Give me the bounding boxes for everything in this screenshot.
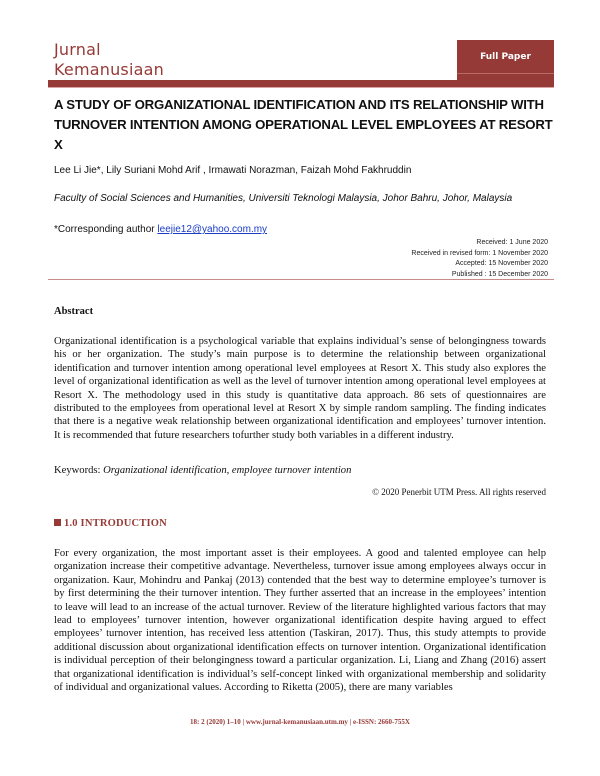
section-heading-introduction [54,518,167,529]
keywords [54,465,546,476]
abstract-heading: Abstract [54,306,94,317]
full-paper-badge [457,40,554,87]
corresponding-author [54,224,554,235]
date-published: Published : 15 December 2020 [451,270,548,278]
journal-name-line1: Jurnal [54,40,101,59]
author-list: Lee Li Jie*, Lily Suriani Mohd Arif , Irmawati Norazman, Faizah Mohd Fakhruddin [54,165,412,176]
dates-divider [48,279,554,280]
date-accepted: Accepted: 15 November 2020 [455,260,548,267]
affiliation: Faculty of Social Sciences and Humanities, Universiti Teknologi Malaysia, Johor Bahru, Johor, Malaysia [54,193,513,204]
full-paper-label: Full Paper [480,52,531,62]
header-rule-thin [48,87,554,88]
keywords-list: Organizational identification, employee turnover intention [103,465,352,476]
journal-name-line2: Kemanusiaan [54,60,164,79]
abstract-text: Organizational identification is a psychological variable that explains individual’s sense of belongingness towards his or her organization. The study’s main purpose is to determine the relationship between organizational identification and turnover intention among operational level employees at Resort X. This study also explores the level of organizational identification as well as the level of turnover intention among operational level employees at Resort X. The methodology used in this study is quantitative data approach. 86 sets of questionnaires are distributed to the employees from operational level at Resort X by simple random sampling. The finding indicates that there is a negative weak relationship between organizational identification and employees’ turnover intention. It is recommended that future researchers tofurther study both variables in a different industry. [54,336,546,441]
date-revised: Received in revised form: 1 November 2020 [411,249,548,257]
corresponding-label: *Corresponding author [54,224,158,235]
corresponding-email-link[interactable]: leejie12@yahoo.com.my [157,224,268,235]
publication-dates [328,238,548,280]
introduction-text: For every organization, the most important asset is their employees. A good and talented employee can help organization increase their competitive advantage. Nevertheless, turnover issue among employees always occur in organization. Kaur, Mohindru and Pankaj (2013) contended that the best way to determine employee’s turnover is by first determining the their turnover intention. They further asserted that an increase in the employees’ intention to leave will lead to an increase of the actual turnover. Review of the literature highlighted various factors that may lead to employees’ turnover intention, however organizational identification despite having argued to effect employees’ turnover intention, has received less attention (Taskiran, 2017). Thus, this study attempts to provide additional discussion about organizational identification effects on turnover intention. Organizational identification is individual perception of their belongingness toward a particular organization. Li, Liang and Zhang (2016) assert that organizational identification is individual’s self-concept linked with organizational membership and solidarity of individual and organizational values. According to Riketta (2005), there are many variables [54,548,546,694]
page-footer: 18: 2 (2020) 1–10 | www.jurnal-kemanusiaan.utm.my | e-ISSN: 2660-755X [190,718,410,726]
date-received: Received: 1 June 2020 [476,239,548,246]
badge-divider [457,73,554,74]
section-heading-label: 1.0 INTRODUCTION [64,518,167,529]
copyright: © 2020 Penerbit UTM Press. All rights reserved [372,487,546,497]
keywords-label: Keywords: [54,465,104,476]
article-title: A STUDY OF ORGANIZATIONAL IDENTIFICATION AND ITS RELATIONSHIP WITH TURNOVER INTENTION AMONG OPERATIONAL LEVEL EMPLOYEES AT RESORT X [54,97,553,152]
journal-name [54,40,164,80]
square-bullet-icon [54,519,61,526]
